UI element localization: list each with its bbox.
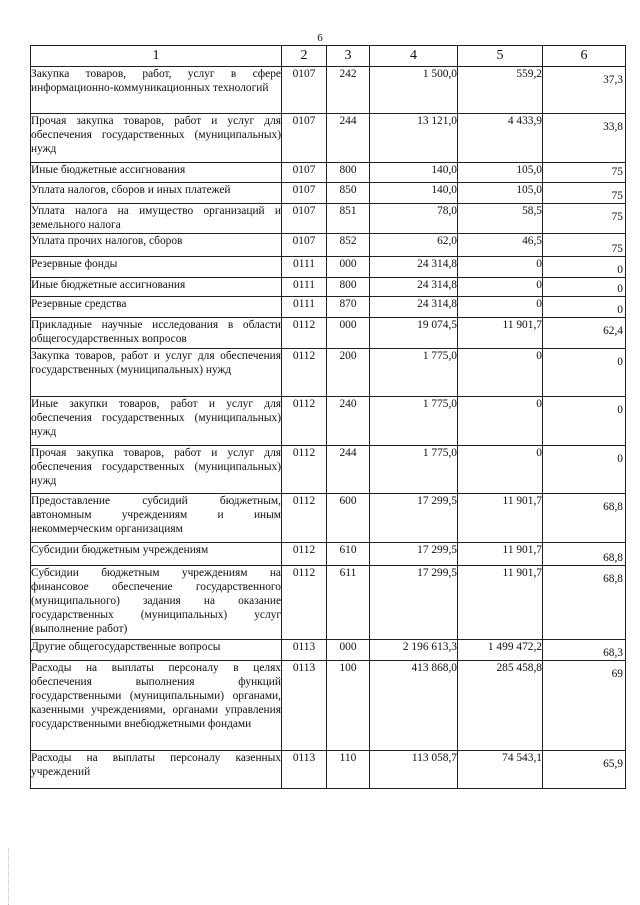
row-name-cell: Закупка товаров, работ и услуг для обеспечения государственных (муниципальных) нужд [31,349,282,397]
row-section-cell: 0107 [282,67,327,114]
row-name-cell: Прикладные научные исследования в области общегосударственных вопросов [31,318,282,349]
row-section-cell: 0113 [282,661,327,751]
row-executed-cell: 0 [458,446,543,494]
row-section-cell: 0107 [282,163,327,183]
row-executed-cell: 74 543,1 [458,751,543,789]
row-percent-cell: 68,8 [543,543,626,566]
row-name-cell: Субсидии бюджетным учреждениям [31,543,282,566]
row-plan-cell: 19 074,5 [370,318,458,349]
row-name-cell: Другие общегосударственные вопросы [31,640,282,661]
table-row [31,640,626,661]
row-section-cell: 0113 [282,640,327,661]
row-executed-cell: 105,0 [458,163,543,183]
row-percent-cell: 0 [543,446,626,494]
row-executed-cell: 1 499 472,2 [458,640,543,661]
row-percent-cell: 0 [543,397,626,446]
row-name-cell: Субсидии бюджетным учреждениям на финансовое обеспечение государственного (муниципального) задания на оказание государственных (муниципальных) услуг (выполнение работ) [31,566,282,640]
row-percent-cell: 69 [543,661,626,751]
row-executed-cell: 0 [458,257,543,278]
row-section-cell: 0112 [282,494,327,543]
row-executed-cell: 0 [458,349,543,397]
row-section-cell: 0112 [282,566,327,640]
row-section-cell: 0111 [282,297,327,318]
row-section-cell: 0112 [282,397,327,446]
row-plan-cell: 1 775,0 [370,349,458,397]
row-executed-cell: 0 [458,297,543,318]
table-row [31,204,626,234]
row-type-cell: 240 [327,397,370,446]
row-percent-cell: 75 [543,234,626,257]
budget-table [30,45,626,789]
row-type-cell: 611 [327,566,370,640]
row-executed-cell: 559,2 [458,67,543,114]
row-percent-cell: 75 [543,183,626,204]
row-section-cell: 0111 [282,278,327,297]
column-header-5: 5 [458,46,543,67]
row-name-cell: Прочая закупка товаров, работ и услуг для обеспечения государственных (муниципальных) нужд [31,114,282,163]
row-plan-cell: 17 299,5 [370,543,458,566]
row-executed-cell: 105,0 [458,183,543,204]
row-name-cell: Уплата налогов, сборов и иных платежей [31,183,282,204]
row-plan-cell: 13 121,0 [370,114,458,163]
column-header-4: 4 [370,46,458,67]
table-row [31,446,626,494]
table-row [31,543,626,566]
row-section-cell: 0113 [282,751,327,789]
row-percent-cell: 75 [543,204,626,234]
row-type-cell: 852 [327,234,370,257]
row-name-cell: Закупка товаров, работ, услуг в сфере информационно-коммуникационных технологий [31,67,282,114]
row-section-cell: 0112 [282,318,327,349]
table-row [31,751,626,789]
row-type-cell: 000 [327,318,370,349]
row-plan-cell: 24 314,8 [370,297,458,318]
row-type-cell: 000 [327,640,370,661]
row-section-cell: 0107 [282,114,327,163]
row-plan-cell: 1 775,0 [370,446,458,494]
row-percent-cell: 33,8 [543,114,626,163]
table-row [31,566,626,640]
table-row [31,397,626,446]
table-row [31,494,626,543]
row-percent-cell: 68,8 [543,494,626,543]
table-row [31,278,626,297]
row-percent-cell: 0 [543,297,626,318]
column-header-2: 2 [282,46,327,67]
row-plan-cell: 62,0 [370,234,458,257]
row-name-cell: Расходы на выплаты персоналу в целях обеспечения выполнения функций государственными (муниципальными) органами, казенными учреждениями, органами управления государственными внебюджетными фондами [31,661,282,751]
table-row [31,163,626,183]
row-plan-cell: 24 314,8 [370,278,458,297]
row-section-cell: 0112 [282,446,327,494]
row-name-cell: Иные бюджетные ассигнования [31,278,282,297]
row-percent-cell: 0 [543,257,626,278]
row-executed-cell: 58,5 [458,204,543,234]
row-type-cell: 800 [327,163,370,183]
table-row [31,67,626,114]
row-percent-cell: 65,9 [543,751,626,789]
row-name-cell: Уплата прочих налогов, сборов [31,234,282,257]
row-name-cell: Иные бюджетные ассигнования [31,163,282,183]
row-executed-cell: 0 [458,278,543,297]
row-percent-cell: 62,4 [543,318,626,349]
table-body [31,67,626,789]
row-type-cell: 244 [327,446,370,494]
row-plan-cell: 1 775,0 [370,397,458,446]
row-name-cell: Резервные фонды [31,257,282,278]
row-executed-cell: 11 901,7 [458,318,543,349]
row-plan-cell: 140,0 [370,183,458,204]
table-row [31,349,626,397]
row-type-cell: 100 [327,661,370,751]
row-plan-cell: 24 314,8 [370,257,458,278]
row-percent-cell: 68,8 [543,566,626,640]
row-executed-cell: 46,5 [458,234,543,257]
row-type-cell: 800 [327,278,370,297]
row-section-cell: 0107 [282,183,327,204]
row-type-cell: 851 [327,204,370,234]
column-header-6: 6 [543,46,626,67]
row-percent-cell: 0 [543,278,626,297]
row-section-cell: 0107 [282,234,327,257]
column-header-1: 1 [31,46,282,67]
row-name-cell: Иные закупки товаров, работ и услуг для обеспечения государственных (муниципальных) нужд [31,397,282,446]
table-row [31,114,626,163]
row-type-cell: 000 [327,257,370,278]
row-section-cell: 0107 [282,204,327,234]
page-number: 6 [317,32,323,44]
row-section-cell: 0111 [282,257,327,278]
row-plan-cell: 1 500,0 [370,67,458,114]
row-plan-cell: 78,0 [370,204,458,234]
row-executed-cell: 11 901,7 [458,543,543,566]
table-row [31,318,626,349]
page-edge-mark [8,848,10,905]
row-type-cell: 850 [327,183,370,204]
row-plan-cell: 17 299,5 [370,566,458,640]
row-executed-cell: 11 901,7 [458,494,543,543]
row-type-cell: 242 [327,67,370,114]
row-percent-cell: 68,3 [543,640,626,661]
row-plan-cell: 413 868,0 [370,661,458,751]
row-name-cell: Расходы на выплаты персоналу казенных учреждений [31,751,282,789]
table-row [31,297,626,318]
row-name-cell: Резервные средства [31,297,282,318]
row-plan-cell: 2 196 613,3 [370,640,458,661]
row-type-cell: 110 [327,751,370,789]
table-row [31,183,626,204]
table-row [31,234,626,257]
row-executed-cell: 4 433,9 [458,114,543,163]
column-header-3: 3 [327,46,370,67]
row-section-cell: 0112 [282,349,327,397]
row-type-cell: 244 [327,114,370,163]
row-name-cell: Уплата налога на имущество организаций и земельного налога [31,204,282,234]
row-executed-cell: 285 458,8 [458,661,543,751]
row-plan-cell: 140,0 [370,163,458,183]
table-row [31,257,626,278]
row-type-cell: 870 [327,297,370,318]
row-type-cell: 600 [327,494,370,543]
row-section-cell: 0112 [282,543,327,566]
row-plan-cell: 113 058,7 [370,751,458,789]
row-name-cell: Прочая закупка товаров, работ и услуг для обеспечения государственных (муниципальных) нужд [31,446,282,494]
row-type-cell: 610 [327,543,370,566]
row-percent-cell: 0 [543,349,626,397]
row-executed-cell: 11 901,7 [458,566,543,640]
table-header-row [31,46,626,67]
row-plan-cell: 17 299,5 [370,494,458,543]
row-percent-cell: 37,3 [543,67,626,114]
row-type-cell: 200 [327,349,370,397]
row-executed-cell: 0 [458,397,543,446]
row-percent-cell: 75 [543,163,626,183]
table-row [31,661,626,751]
row-name-cell: Предоставление субсидий бюджетным, автономным учреждениям и иным некоммерческим организациям [31,494,282,543]
